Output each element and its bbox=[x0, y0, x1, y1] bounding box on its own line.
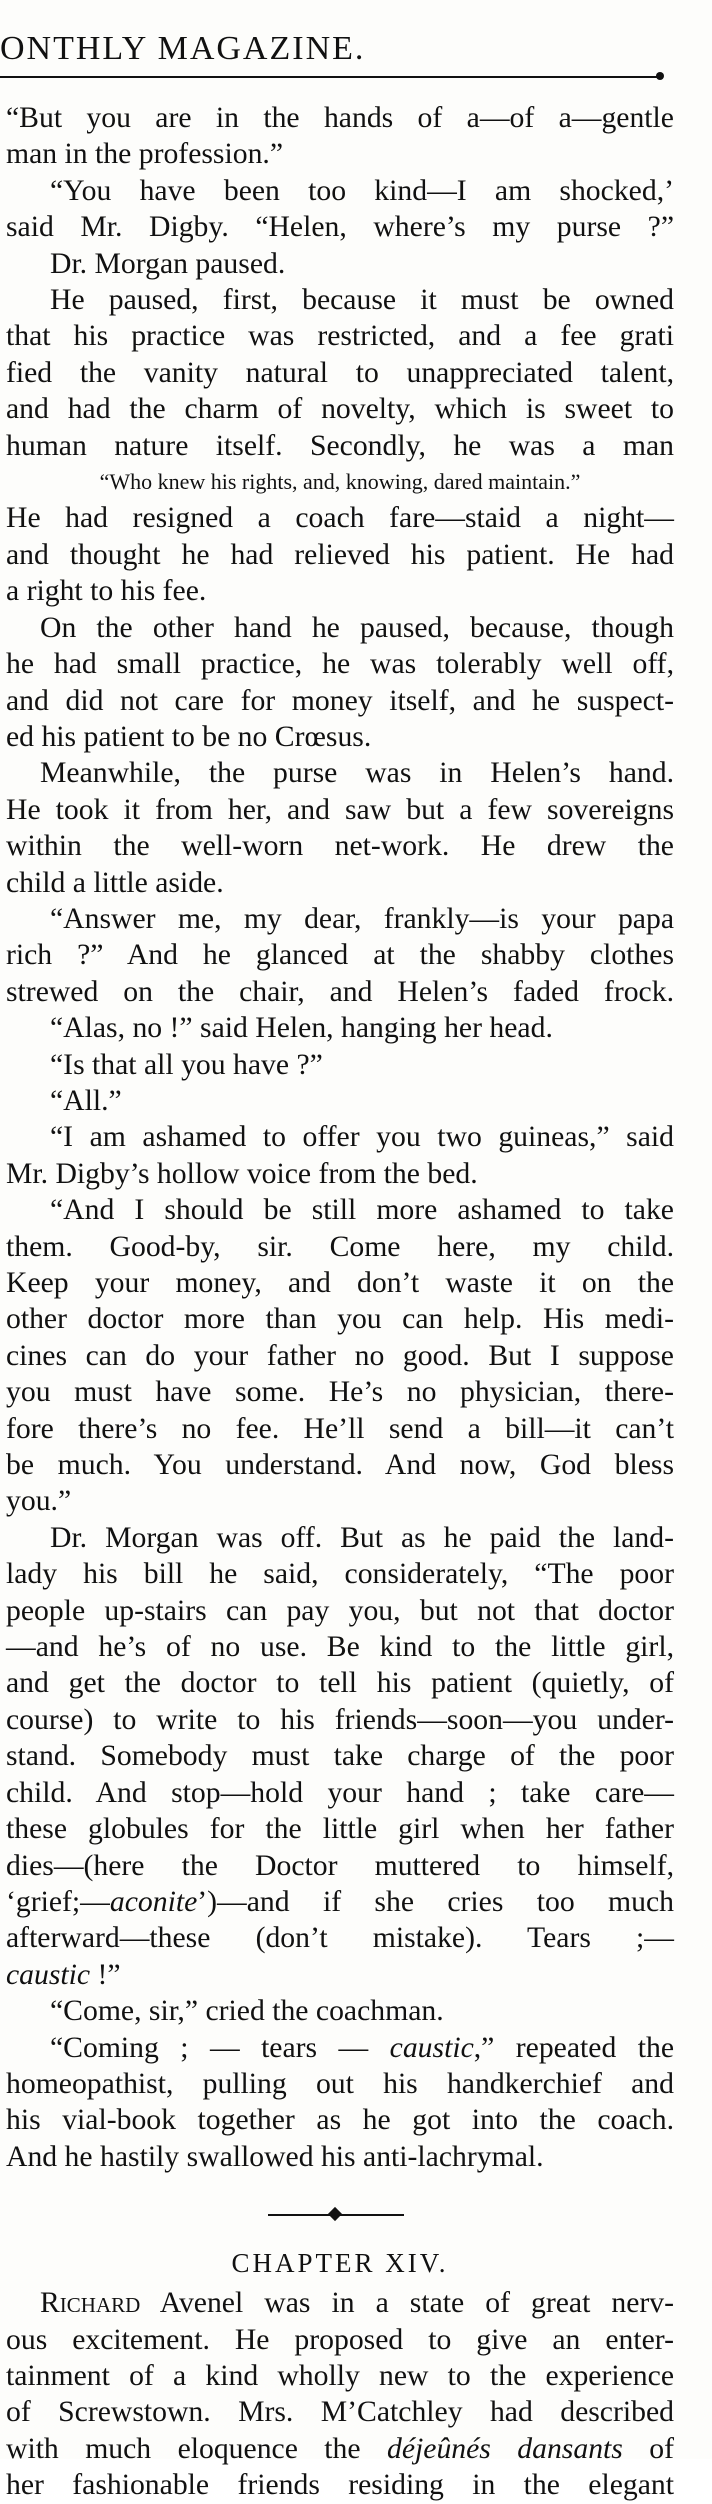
text-line: and thought he had relieved his patient. He had bbox=[6, 538, 674, 571]
text-line: “Who knew his rights, and, knowing, dared maintain.” bbox=[99, 469, 581, 495]
running-head: ONTHLY MAGAZINE. bbox=[0, 30, 366, 67]
text-line: caustic !” bbox=[6, 1958, 121, 1991]
text-line: rich ?” And he glanced at the shabby clothes bbox=[6, 939, 674, 972]
text-line: ous excitement. He proposed to give an enter- bbox=[6, 2323, 674, 2356]
text-line: his vial-book together as he got into the coach. bbox=[6, 2104, 674, 2137]
text-line: “Answer me, my dear, frankly—is your papa bbox=[50, 902, 674, 935]
text-line: her fashionable friends residing in the elegant bbox=[6, 2469, 674, 2502]
header-rule-ornament bbox=[656, 72, 664, 80]
divider-diamond bbox=[328, 2207, 342, 2221]
text-line: ed his patient to be no Crœsus. bbox=[6, 720, 372, 753]
text-line: and had the charm of novelty, which is sweet to bbox=[6, 393, 674, 426]
text-line: On the other hand he paused, because, though bbox=[40, 611, 674, 644]
text-line: “Is that all you have ?” bbox=[50, 1048, 323, 1081]
chapter-xiii-text bbox=[6, 100, 674, 2175]
text-line: —and he’s of no use. Be kind to the little girl, bbox=[6, 1631, 674, 1664]
text-line: “Come, sir,” cried the coachman. bbox=[50, 1995, 444, 2028]
text-line: people up-stairs can pay you, but not that doctor bbox=[6, 1594, 674, 1627]
text-line: Richard Avenel was in a state of great nerv- bbox=[40, 2287, 674, 2320]
text-line: stand. Somebody must take charge of the poor bbox=[6, 1740, 674, 1773]
text-line: fied the vanity natural to unappreciated talent, bbox=[6, 356, 674, 389]
chapter-heading: CHAPTER XIV. bbox=[231, 2248, 449, 2279]
text-line: Dr. Morgan was off. But as he paid the land- bbox=[50, 1521, 674, 1554]
text-line: ‘grief;—aconite’)—and if she cries too much bbox=[6, 1885, 674, 1918]
text-line: you must have some. He’s no physician, there- bbox=[6, 1376, 674, 1409]
text-line: He paused, first, because it must be owned bbox=[50, 284, 674, 317]
text-line: child a little aside. bbox=[6, 866, 224, 899]
text-line: human nature itself. Secondly, he was a man bbox=[6, 429, 674, 462]
text-line: fore there’s no fee. He’ll send a bill—it can’t bbox=[6, 1412, 674, 1445]
text-line: within the well-worn net-work. He drew the bbox=[6, 830, 674, 863]
text-line: them. Good-by, sir. Come here, my child. bbox=[6, 1230, 674, 1263]
text-line: afterward—these (don’t mistake). Tears ;— bbox=[6, 1922, 674, 1955]
chapter-xiv-text bbox=[6, 2285, 674, 2503]
text-line: “But you are in the hands of a—of a—gentle bbox=[6, 102, 674, 134]
text-line: other doctor more than you can help. His medi- bbox=[6, 1303, 674, 1336]
text-line: cines can do your father no good. But I suppose bbox=[6, 1339, 674, 1372]
chapter-spacer bbox=[6, 2175, 674, 2197]
text-line: with much eloquence the déjeûnés dansants of bbox=[6, 2432, 675, 2465]
text-line: “Alas, no !” said Helen, hanging her head. bbox=[50, 1012, 553, 1045]
text-line: “You have been too kind—I am shocked,’ bbox=[50, 174, 674, 207]
text-line: these globules for the little girl when her father bbox=[6, 1813, 674, 1846]
text-line: and did not care for money itself, and he suspect- bbox=[6, 684, 674, 717]
text-line: Dr. Morgan paused. bbox=[50, 247, 286, 280]
text-line: he had small practice, he was tolerably well off, bbox=[6, 648, 674, 681]
text-line: tainment of a kind wholly new to the experience bbox=[6, 2359, 674, 2392]
text-line: said Mr. Digby. “Helen, where’s my purse ?” bbox=[6, 211, 674, 244]
text-line: that his practice was restricted, and a fee grati bbox=[6, 320, 674, 353]
text-line: “Coming ; — tears — caustic,” repeated the bbox=[50, 2031, 674, 2064]
text-line: of Screwstown. Mrs. M’Catchley had described bbox=[6, 2396, 674, 2429]
text-line: He had resigned a coach fare—staid a night— bbox=[6, 502, 674, 535]
text-line: “I am ashamed to offer you two guineas,” said bbox=[50, 1121, 674, 1154]
text-line: and get the doctor to tell his patient (quietly, of bbox=[6, 1667, 674, 1700]
text-line: Meanwhile, the purse was in Helen’s hand. bbox=[40, 757, 674, 790]
text-line: Mr. Digby’s hollow voice from the bed. bbox=[6, 1157, 478, 1190]
text-line: lady his bill he said, considerately, “The poor bbox=[6, 1558, 674, 1591]
text-line: And he hastily swallowed his anti-lachrymal. bbox=[6, 2140, 544, 2173]
header-rule bbox=[0, 76, 658, 78]
chapter-divider bbox=[6, 2197, 674, 2233]
text-column bbox=[6, 100, 674, 2504]
text-line: strewed on the chair, and Helen’s faded frock. bbox=[6, 975, 674, 1008]
text-line: “And I should be still more ashamed to take bbox=[50, 1194, 674, 1227]
text-line: you.” bbox=[6, 1485, 72, 1518]
text-line: child. And stop—hold your hand ; take care— bbox=[6, 1776, 674, 1809]
text-line: dies—(here the Doctor muttered to himself, bbox=[6, 1849, 674, 1882]
text-line: He took it from her, and saw but a few sovereigns bbox=[6, 793, 674, 826]
text-line: a right to his fee. bbox=[6, 575, 207, 608]
text-line: Keep your money, and don’t waste it on the bbox=[6, 1267, 674, 1299]
text-line: homeopathist, pulling out his handkerchief and bbox=[6, 2067, 674, 2100]
text-line: course) to write to his friends—soon—you under- bbox=[6, 1703, 674, 1736]
text-line: “All.” bbox=[50, 1084, 122, 1117]
text-line: man in the profession.” bbox=[6, 138, 284, 171]
text-line: be much. You understand. And now, God bless bbox=[6, 1449, 674, 1482]
